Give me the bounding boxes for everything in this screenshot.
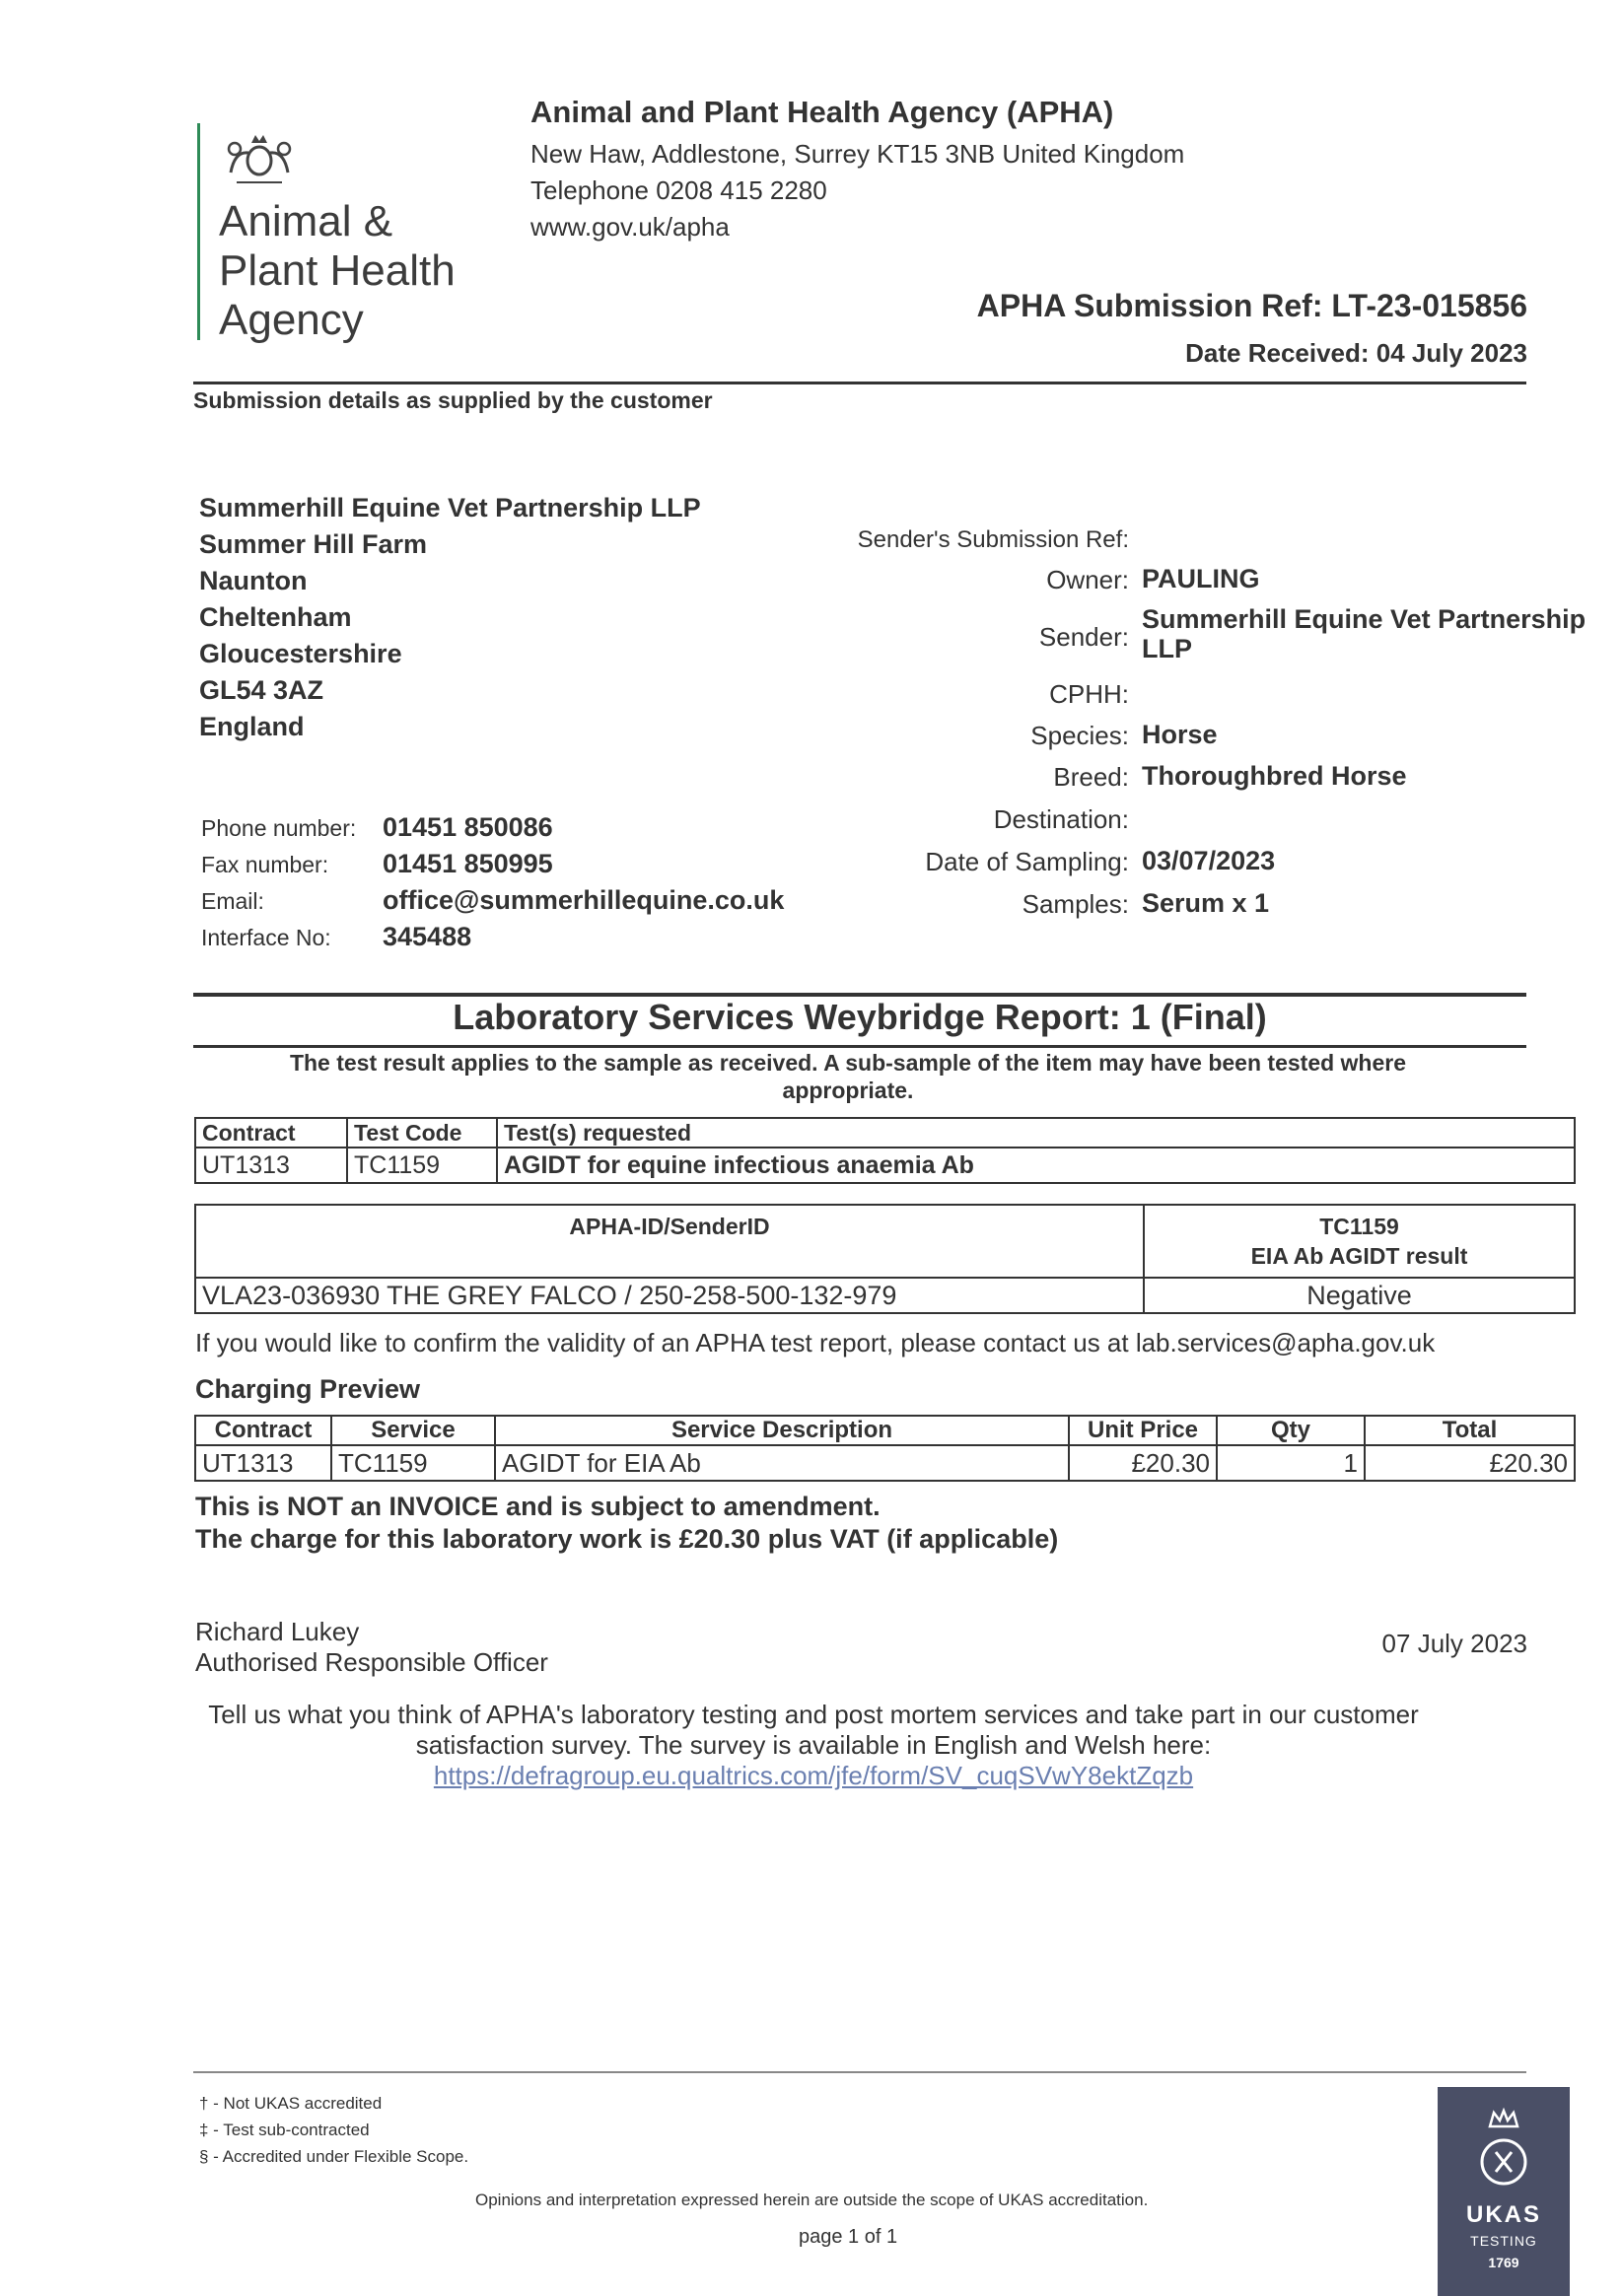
table-cell: TC1159 (331, 1445, 495, 1481)
cphh-label: CPHH: (1049, 679, 1129, 709)
not-invoice-text: This is NOT an INVOICE and is subject to amendment. (195, 1492, 881, 1521)
table-cell: 1 (1217, 1445, 1365, 1481)
email-label: Email: (201, 888, 264, 914)
submission-reference: APHA Submission Ref: LT-23-015856 (976, 288, 1527, 323)
submission-note: Submission details as supplied by the customer (193, 387, 713, 413)
invoice-disclaimer (195, 1491, 1058, 1556)
table-cell: UT1313 (195, 1445, 331, 1481)
ukas-crown-icon (1474, 2097, 1533, 2195)
ukas-number: 1769 (1488, 2255, 1519, 2270)
charging-preview-title: Charging Preview (195, 1374, 421, 1404)
table-cell: TC1159 (347, 1148, 497, 1183)
samples-label: Samples: (1022, 889, 1129, 919)
sender-label: Sender: (1038, 622, 1129, 652)
ukas-accreditation-mark (1438, 2087, 1570, 2296)
interface-value: 345488 (383, 922, 472, 951)
table-row (195, 1278, 1575, 1313)
destination-label: Destination: (993, 804, 1129, 834)
footer-key: ‡ - Test sub-contracted (199, 2121, 370, 2139)
address-line: England (199, 712, 305, 741)
address-line: GL54 3AZ (199, 675, 324, 705)
fax-label: Fax number: (201, 852, 329, 877)
column-header: Total (1365, 1416, 1575, 1445)
sender-value (1142, 604, 1586, 663)
results-table (194, 1204, 1576, 1314)
address-line: Summer Hill Farm (199, 529, 428, 559)
table-header-row (195, 1118, 1575, 1148)
table-cell: AGIDT for EIA Ab (495, 1445, 1069, 1481)
column-header-code: TC1159 (1319, 1214, 1399, 1239)
address-line: Cheltenham (199, 602, 352, 632)
column-header-desc: EIA Ab AGIDT result (1250, 1243, 1468, 1269)
date-received: Date Received: 04 July 2023 (1185, 338, 1527, 368)
logo-line: Plant Health (219, 246, 456, 295)
result-cell: Negative (1144, 1278, 1575, 1313)
logo-line: Agency (219, 296, 364, 344)
table-header-row (195, 1205, 1575, 1278)
royal-coat-of-arms-icon (215, 123, 304, 192)
agency-title: Animal and Plant Health Agency (APHA) (530, 95, 1114, 129)
survey-link[interactable]: https://defragroup.eu.qualtrics.com/jfe/form/SV_cuqSVwY8ektZqzb (433, 1761, 1194, 1790)
table-cell: AGIDT for equine infectious anaemia Ab (497, 1148, 1575, 1183)
column-header: Service Description (495, 1416, 1069, 1445)
phone-label: Phone number: (201, 815, 357, 841)
officer-role: Authorised Responsible Officer (195, 1647, 548, 1677)
column-header: Unit Price (1069, 1416, 1217, 1445)
owner-label: Owner: (1046, 565, 1129, 594)
survey-notice (197, 1700, 1430, 1791)
opinions-disclaimer: Opinions and interpretation expressed herein are outside the scope of UKAS accreditation. (475, 2191, 1149, 2209)
breed-label: Breed: (1053, 762, 1129, 792)
table-row (195, 1148, 1575, 1183)
column-header: Test(s) requested (497, 1118, 1575, 1148)
footer-divider (193, 2071, 1526, 2073)
charge-text: The charge for this laboratory work is £20.30 plus VAT (if applicable) (195, 1524, 1059, 1554)
date-sampling-label: Date of Sampling: (925, 847, 1129, 876)
sender-value-line: Summerhill Equine Vet Partnership (1142, 604, 1587, 634)
ukas-name: UKAS (1465, 2201, 1541, 2228)
charges-table (194, 1415, 1576, 1482)
survey-text: Tell us what you think of APHA's laboratory testing and post mortem services and take part in our customer satisfaction survey. The survey is available in English and Welsh here: (208, 1700, 1419, 1760)
report-date: 07 July 2023 (1381, 1629, 1527, 1658)
logo-divider-bar (197, 123, 200, 340)
ukas-testing: TESTING (1470, 2233, 1537, 2249)
date-sampling-value: 03/07/2023 (1142, 846, 1276, 875)
column-header: Qty (1217, 1416, 1365, 1445)
page-number: page 1 of 1 (799, 2226, 898, 2248)
species-label: Species: (1030, 721, 1129, 750)
address-line: Summerhill Equine Vet Partnership LLP (199, 493, 701, 522)
column-header: Test Code (347, 1118, 497, 1148)
agency-address: New Haw, Addlestone, Surrey KT15 3NB United Kingdom (530, 139, 1185, 169)
samples-value: Serum x 1 (1142, 888, 1270, 918)
officer-name: Richard Lukey (195, 1617, 360, 1646)
column-header: APHA-ID/SenderID (195, 1205, 1144, 1278)
column-header (1144, 1205, 1575, 1278)
email-value[interactable]: office@summerhillequine.co.uk (383, 885, 785, 915)
column-header: Service (331, 1416, 495, 1445)
agency-telephone: Telephone 0208 415 2280 (530, 175, 827, 205)
phone-value: 01451 850086 (383, 812, 553, 842)
address-line: Naunton (199, 566, 308, 595)
report-title: Laboratory Services Weybridge Report: 1 (Final) (453, 997, 1267, 1037)
table-cell: VLA23-036930 THE GREY FALCO / 250-258-500-132-979 (195, 1278, 1144, 1313)
footer-key: † - Not UKAS accredited (199, 2094, 383, 2113)
header-divider (193, 382, 1526, 384)
agency-website[interactable]: www.gov.uk/apha (530, 212, 730, 242)
table-cell: UT1313 (195, 1148, 347, 1183)
table-header-row (195, 1416, 1575, 1445)
agency-logo-name (219, 197, 456, 345)
column-header: Contract (195, 1416, 331, 1445)
fax-value: 01451 850995 (383, 849, 553, 878)
species-value: Horse (1142, 720, 1218, 749)
senders-ref-label: Sender's Submission Ref: (857, 526, 1129, 553)
report-note: The test result applies to the sample as received. A sub-sample of the item may have been tested where appropriate. (289, 1050, 1407, 1103)
sender-value-line: LLP (1142, 634, 1192, 663)
report-divider-bottom (193, 1045, 1526, 1048)
tests-requested-table (194, 1117, 1576, 1184)
column-header: Contract (195, 1118, 347, 1148)
owner-value: PAULING (1142, 564, 1260, 593)
address-line: Gloucestershire (199, 639, 402, 668)
table-cell: £20.30 (1365, 1445, 1575, 1481)
footer-key: § - Accredited under Flexible Scope. (199, 2147, 469, 2166)
table-row (195, 1445, 1575, 1481)
breed-value: Thoroughbred Horse (1142, 761, 1407, 791)
interface-label: Interface No: (201, 925, 331, 950)
table-cell: £20.30 (1069, 1445, 1217, 1481)
officer-block (195, 1617, 548, 1678)
validity-notice: If you would like to confirm the validity of an APHA test report, please contact us at lab.services@apha.gov.uk (195, 1328, 1436, 1357)
logo-line: Animal & (219, 197, 393, 245)
